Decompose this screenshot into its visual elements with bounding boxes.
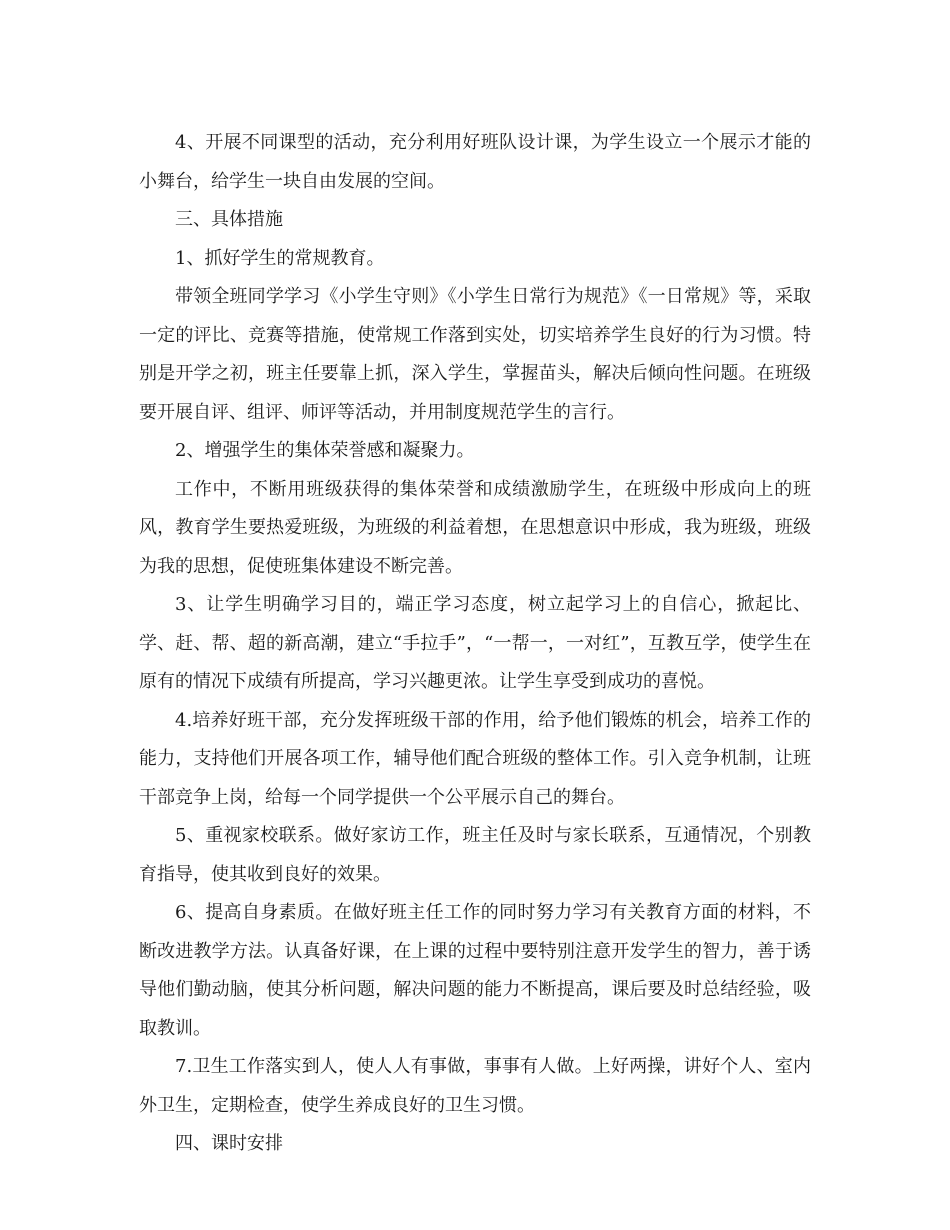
paragraph-hygiene: 7.卫生工作落实到人，使人人有事做，事事有人做。上好两操，讲好个人、室内外卫生，定期检查，使学生养成良好的卫生习惯。 <box>139 1056 811 1116</box>
paragraph-routine-education-body: 带领全班同学学习《小学生守则》《小学生日常行为规范》《一日常规》等，采取一定的评比、竞赛等措施，使常规工作落到实处，切实培养学生良好的行为习惯。特别是开学之初，班主任要靠上抓，深入学生，掌握苗头，解决后倾向性问题。在班级要开展自评、组评、师评等活动，并用制度规范学生的言行。 <box>139 286 811 423</box>
section-heading-measures: 三、具体措施 <box>175 209 283 230</box>
paragraph-self-improvement: 6、提高自身素质。在做好班主任工作的同时努力学习有关教育方面的材料，不断改进教学方法。认真备好课，在上课的过程中要特别注意开发学生的智力，善于诱导他们勤动脑，使其分析问题，解决问题的能力不断提高，课后要及时总结经验，吸取教训。 <box>139 902 811 1039</box>
paragraph-collective-honor-body: 工作中，不断用班级获得的集体荣誉和成绩激励学生，在班级中形成向上的班风，教育学生要热爱班级，为班级的利益着想，在思想意识中形成，我为班级，班级为我的思想，促使班集体建设不断完善。 <box>139 478 811 577</box>
paragraph-home-school: 5、重视家校联系。做好家访工作，班主任及时与家长联系，互通情况，个别教育指导，使其收到良好的效果。 <box>139 825 811 885</box>
paragraph-routine-education-title: 1、抓好学生的常规教育。 <box>175 247 385 269</box>
paragraph-collective-honor-title: 2、增强学生的集体荣誉感和凝聚力。 <box>175 440 475 461</box>
document-body <box>139 124 811 1164</box>
section-heading-schedule: 四、课时安排 <box>175 1133 283 1154</box>
paragraph-item-4: 4、开展不同课型的活动，充分利用好班队设计课，为学生设立一个展示才能的小舞台，给学生一块自由发展的空间。 <box>139 132 811 192</box>
paragraph-class-cadres: 4.培养好班干部，充分发挥班级干部的作用，给予他们锻炼的机会，培养工作的能力，支持他们开展各项工作，辅导他们配合班级的整体工作。引入竞争机制，让班干部竞争上岗，给每一个同学提供一个公平展示自己的舞台。 <box>139 709 811 808</box>
paragraph-learning-goals: 3、让学生明确学习目的，端正学习态度，树立起学习上的自信心，掀起比、学、赶、帮、超的新高潮，建立“手拉手”，“一帮一，一对红”，互教互学，使学生在原有的情况下成绩有所提高，学习兴趣更浓。让学生享受到成功的喜悦。 <box>139 594 811 692</box>
